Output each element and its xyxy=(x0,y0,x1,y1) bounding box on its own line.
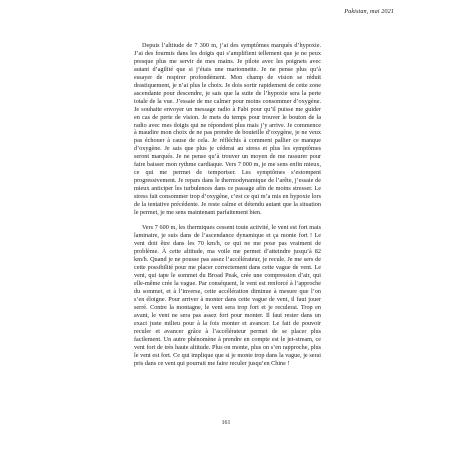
paragraph-hypoxia: Depuis l’altitude de 7 300 m, j’ai des symptômes marqués d’hypoxie. J’ai des fourmis dans les doigts qui s’amplifient tellement que je ne peux presque plus me servir de mes mains. Je pilote avec les poignets avec autant d’agilité que si j’étais une marionnette. Je ne pense plus qu’à essayer de respirer profondément. Mon champ de vision se réduit drastiquement, je n’ai plus le choix. Je dois sortir rapidement de cette zone ascendante pour descendre, je sais que la suite de l’hypoxie sera la perte totale de la vue. J’essaie de me calmer pour moins consommer d’oxygène. Je souhaite envoyer un message radio à Fabi pour qu’il puisse me guider en cas de perte de vision. Je mets du temps pour trouver le bouton de la radio avec mes doigts qui ne répondent plus mais j’y arrive. Je commence à maudire mon choix de ne pas prendre de bouteille d’oxygène, je ne veux pas échouer à cause de cela. Je réfléchis à comment pallier ce manque d’oxygène. Je sais que plus je céderai au stress et plus les symptômes seront marqués. Je ne pense qu’à trouver un moyen de me rassurer pour faire baisser mon rythme cardiaque. Vers 7 000 m, je me sens enfin mieux, ce qui me permet de temporiser. Les symptômes s’estompent progressivement. Je repars dans le thermodynamique de l’arête, j’essaie de mieux anticiper les turbulences dans ce passage afin de moins stresser. Le stress fait consommer trop d’oxygène, c’est ce qui m’a mis en hypoxie lors de la tentative précédente. Je reste calme et détendu autant que la situation le permet, je me sens maintenant parfaitement bien. xyxy=(134,42,321,217)
paragraph-wave-lift: Vers 7 600 m, les thermiques cessent toute activité, le vent est fort mais laminaire, je suis dans de l’ascendance dynamique et ça monte fort ! Le vent doit être dans les 70 km/h, ce qui ne me pose pas vraiment de problème. À cette altitude, ma voile me permet d’atteindre jusqu’à 82 km/h. Quand je ne pousse pas assez l’accélérateur, je recule. Je me sers de cette possibilité pour me placer correctement dans cette vague de vent. Le vent, qui tape le sommet du Broad Peak, crée une compression d’air, qui elle-même crée la vague. Par conséquent, le vent est renforcé à l’approche du sommet, et à l’inverse, cette accélération diminue à mesure que l’on s’en éloigne. Pour arriver à monter dans cette vague de vent, il faut jouer serré. Contre la montagne, le vent sera trop fort et je reculerai. Trop en avant, le vent ne sera pas assez fort pour monter. Il faut rester dans un exact juste milieu pour à la fois monter et avancer. Le fait de pouvoir reculer et avancer grâce à l’accélérateur permet de se placer plus facilement. Un autre phénomène à prendre en compte est le jet-stream, ce vent fort de très haute altitude. Plus on monte, plus on s’en rapproche, plus le vent est fort. Ce qui implique que si je monte trop dans la vague, je serai pris dans ce vent qui pourrait me faire reculer jusqu’en Chine ! xyxy=(134,224,321,367)
body-text xyxy=(134,42,321,368)
page-number: 161 xyxy=(221,420,231,426)
running-head: Pakistan, mai 2021 xyxy=(344,8,394,15)
